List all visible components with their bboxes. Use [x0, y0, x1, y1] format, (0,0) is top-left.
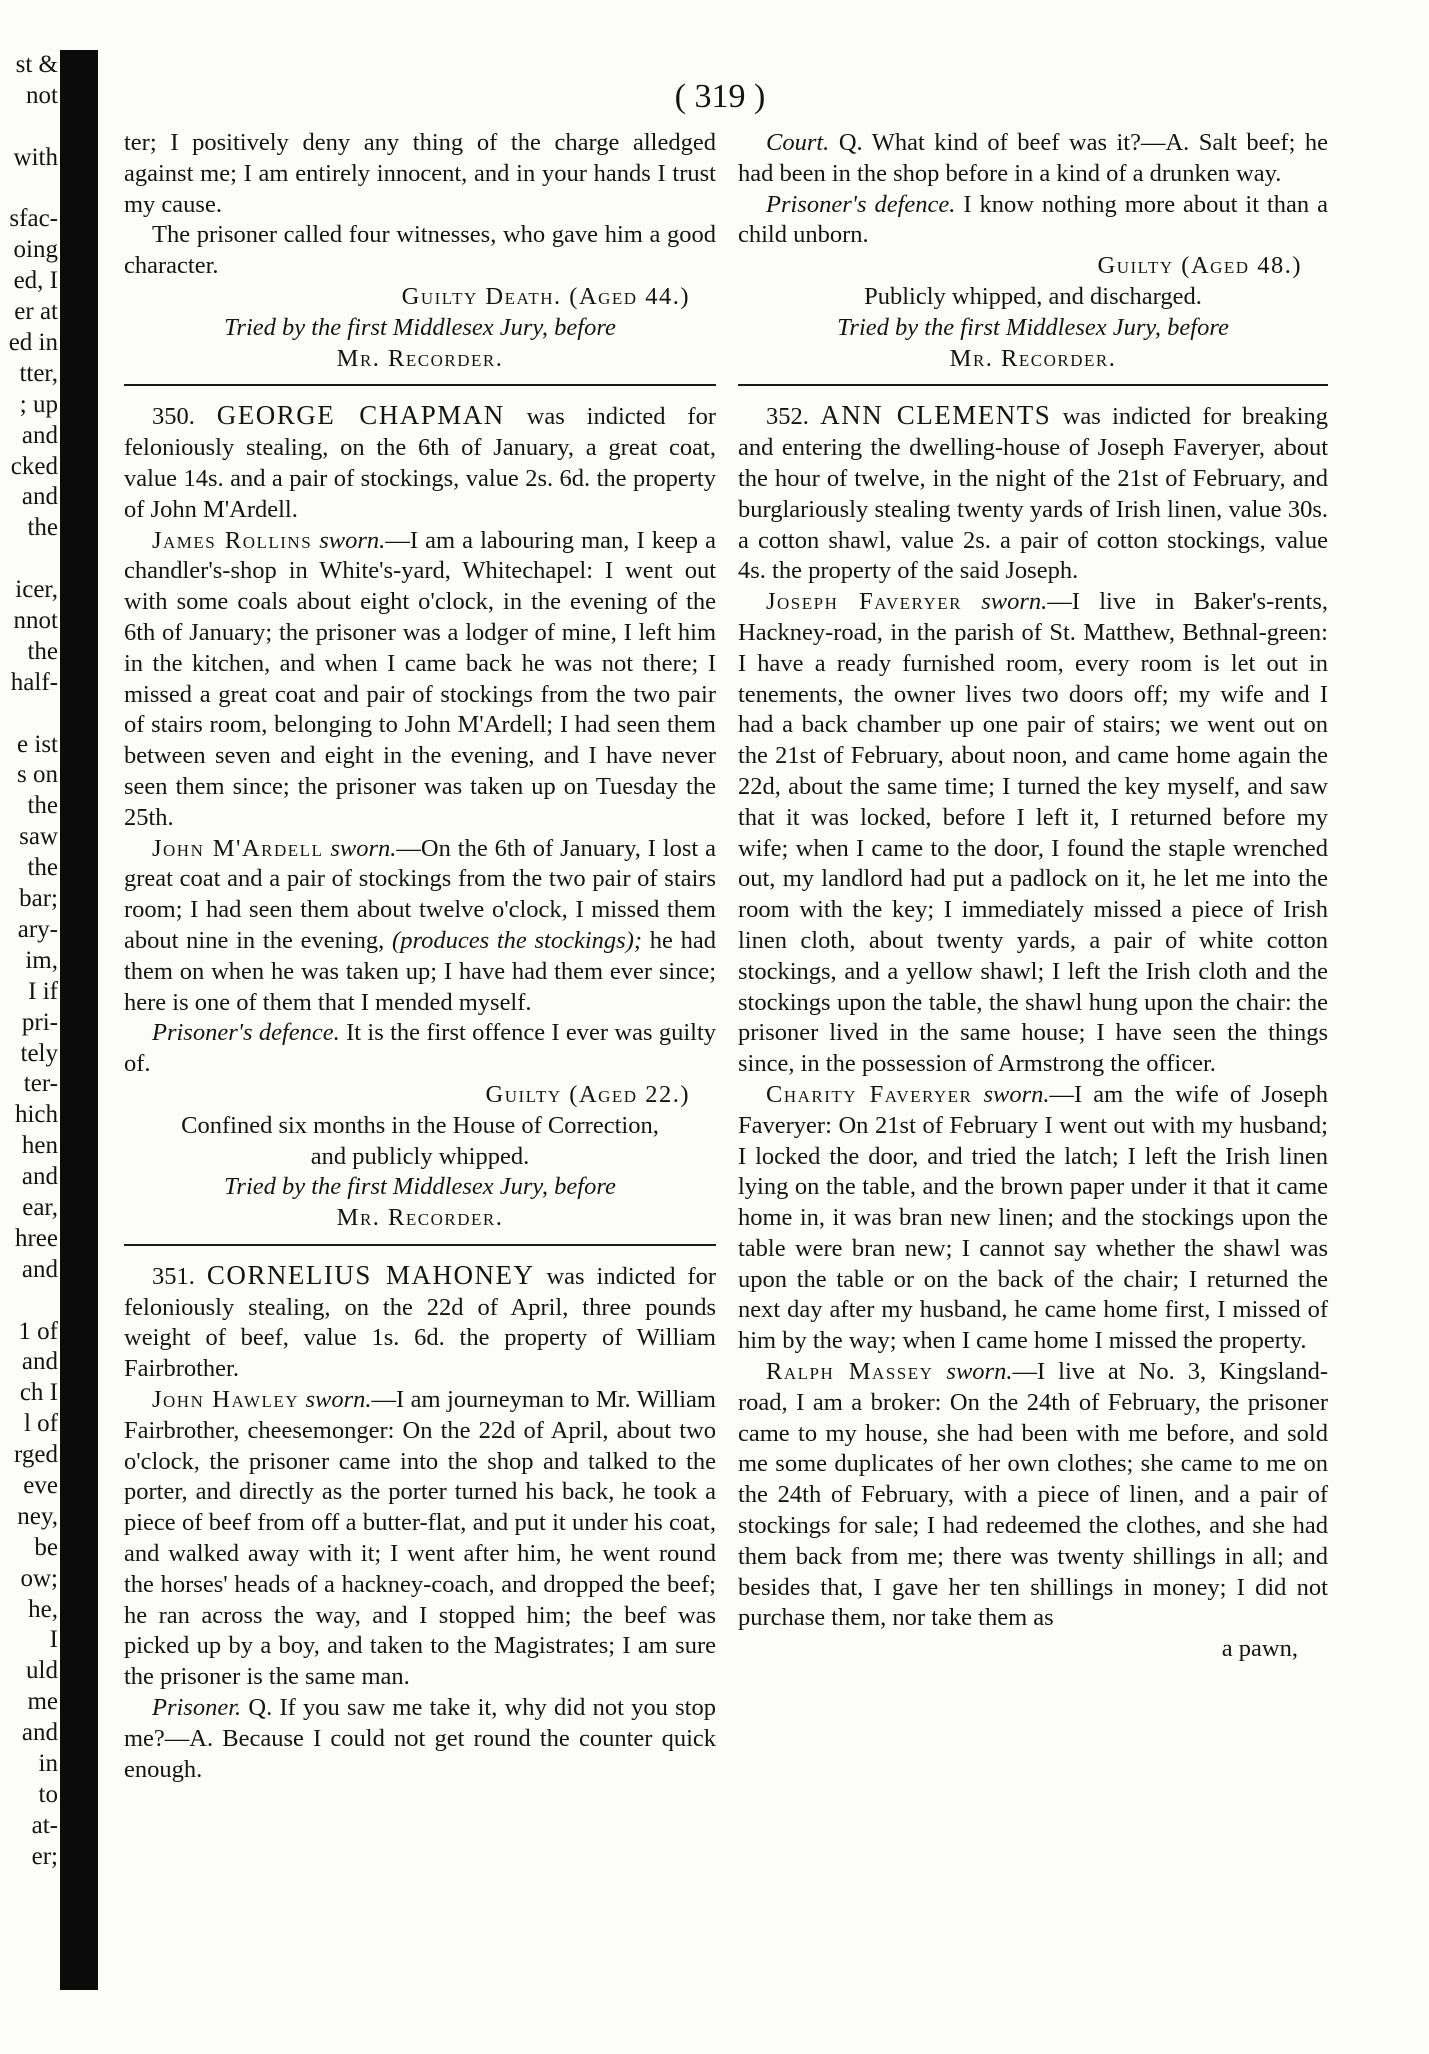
- margin-fragment: sfac-: [9, 205, 58, 233]
- witness-name: Joseph Faveryer: [766, 588, 962, 616]
- margin-fragment: and: [21, 1255, 58, 1283]
- tried-line: Tried by the first Middlesex Jury, before: [224, 313, 616, 341]
- prisoner-question: [124, 1693, 716, 1785]
- margin-fragment: I: [49, 1626, 58, 1654]
- indictment-text: was indicted for feloniously stealing, on the 22d of April, three pounds weight of beef, value 1s. 6d. the property of William Fairbrother.: [124, 1262, 717, 1383]
- sworn-label: sworn.: [983, 1080, 1050, 1108]
- tried-line: Tried by the first Middlesex Jury, before: [837, 313, 1229, 341]
- margin-fragment: er;: [31, 1842, 58, 1870]
- margin-fragment: not: [26, 81, 58, 109]
- witness-testimony: [124, 834, 716, 1019]
- margin-fragment: the: [27, 792, 58, 820]
- margin-fragment: ch I: [19, 1379, 58, 1407]
- recorder-line: Mr. Recorder.: [949, 344, 1117, 372]
- page-number: ( 319 ): [674, 78, 766, 115]
- case-351-indictment: [124, 1260, 716, 1385]
- margin-fragment: the: [27, 514, 58, 542]
- margin-fragment: oing: [13, 236, 58, 264]
- witness-testimony: [738, 1357, 1328, 1634]
- character-witnesses: The prisoner called four witnesses, who gave him a good character.: [124, 221, 716, 280]
- testimony-text: —I live in Baker's-rents, Hackney-road, in the parish of St. Matthew, Bethnal-green: I have a ready furnished room, every room is let out in tenements, the owner lives two doors off; my wife and I had a back chamber up one pair of stairs; we went out on the 21st of February, about noon, and came home again the 22d, about the same time; I turned the key myself, and saw that it was locked, before I left it, I returned before my wife; when I came to the door, I found the staple wrenched out, my landlord had put a padlock on it, he let me into the room with the key; I immediately missed a piece of Irish linen cloth, about twenty yards, a pair of white cotton stockings, and a yellow shawl; I left the Irish cloth and the stockings upon the table, the shawl hung upon the chair: the prisoner lived in the same house; I have seen the things since, in the possession of Armstrong the officer.: [738, 588, 1328, 1078]
- recorder-line: Mr. Recorder.: [336, 1204, 504, 1232]
- margin-fragment: ed in: [8, 329, 58, 357]
- section-divider: [124, 1244, 716, 1246]
- witness-testimony: [124, 1385, 716, 1693]
- defendant-name: CORNELIUS MAHONEY: [206, 1259, 535, 1290]
- section-divider: [738, 384, 1328, 386]
- indictment-text: was indicted for breaking and entering the dwelling-house of Joseph Faveryer, about the hour of twelve, in the night of the 21st of February, and burglariously stealing twenty yards of Irish linen, value 30s. a cotton shawl, value 2s. a pair of cotton stockings, value 4s. the property of the said Joseph.: [738, 403, 1329, 585]
- margin-fragment: ed, I: [13, 267, 58, 295]
- margin-fragment: and: [21, 1348, 58, 1376]
- sworn-label: sworn.: [319, 526, 386, 554]
- margin-fragment: me: [27, 1688, 58, 1716]
- case-352-indictment: [738, 400, 1328, 587]
- margin-fragment: pri-: [21, 1008, 58, 1036]
- facing-page-fragments: [0, 50, 62, 1980]
- sentence: and publicly whipped.: [310, 1142, 530, 1170]
- right-column: [738, 128, 1328, 1665]
- margin-fragment: [0, 174, 62, 205]
- witness-name: Charity Faveryer: [766, 1080, 973, 1108]
- case-number: 350.: [152, 403, 195, 431]
- margin-fragment: [0, 544, 62, 575]
- margin-fragment: nnot: [13, 607, 58, 635]
- margin-fragment: and: [21, 421, 58, 449]
- margin-fragment: saw: [19, 823, 58, 851]
- margin-fragment: and: [21, 483, 58, 511]
- witness-name: Ralph Massey: [766, 1358, 934, 1386]
- margin-fragment: icer,: [15, 576, 58, 604]
- margin-fragment: st &: [15, 51, 58, 78]
- margin-fragment: cked: [10, 452, 58, 480]
- testimony-text: —I am journeyman to Mr. William Fairbrother, cheesemonger: On the 22d of April, about two o'clock, the prisoner came into the shop and talked to the porter, and directly as the porter turned his back, he took a piece of beef from off a butter-flat, and put it under his coat, and walked away with it; I went after him, he went round the horses' heads of a hackney-coach, and dropped the beef; he ran across the way, and I stopped him; the beef was picked up by a boy, and taken to the Magistrates; I am sure the prisoner is the same man.: [124, 1386, 716, 1691]
- witness-name: John M'Ardell: [152, 834, 324, 862]
- witness-name: James Rollins: [152, 526, 313, 554]
- sworn-label: sworn.: [981, 588, 1048, 616]
- margin-fragment: be: [34, 1533, 58, 1561]
- verdict: Guilty (Aged 22.): [485, 1080, 690, 1108]
- prisoner-defence: [124, 1018, 716, 1080]
- margin-fragment: the: [27, 637, 58, 665]
- sworn-label: sworn.: [305, 1386, 372, 1414]
- margin-fragment: eve: [23, 1471, 58, 1499]
- margin-fragment: er at: [14, 298, 58, 326]
- book-spine-shadow: [60, 50, 98, 1990]
- margin-fragment: hen: [21, 1132, 58, 1160]
- margin-fragment: to: [38, 1780, 58, 1808]
- question-text: Q. If you saw me take it, why did not you stop me?—A. Because I could not get round the counter quick enough.: [124, 1694, 716, 1783]
- margin-fragment: ary-: [17, 915, 58, 943]
- margin-fragment: the: [27, 854, 58, 882]
- tried-line: Tried by the first Middlesex Jury, before: [224, 1173, 616, 1201]
- margin-fragment: l of: [23, 1410, 58, 1438]
- indictment-text: was indicted for feloniously stealing, on the 6th of January, a great coat, value 14s. and a pair of stockings, value 2s. 6d. the property of John M'Ardell.: [124, 403, 716, 523]
- case-350-indictment: [124, 400, 716, 525]
- margin-fragment: [0, 1286, 62, 1317]
- defence-label: Prisoner's defence.: [766, 190, 956, 218]
- catchword: a pawn,: [1221, 1635, 1298, 1663]
- sworn-label: sworn.: [330, 834, 397, 862]
- margin-fragment: tter,: [19, 359, 58, 387]
- margin-fragment: ; up: [19, 390, 58, 418]
- section-divider: [124, 384, 716, 386]
- margin-fragment: s on: [17, 761, 58, 789]
- witness-testimony: [124, 526, 716, 834]
- margin-fragment: hree: [14, 1224, 58, 1252]
- margin-fragment: im,: [25, 946, 58, 974]
- case-number: 352.: [766, 403, 809, 431]
- margin-fragment: tely: [20, 1039, 58, 1067]
- defence-label: Prisoner's defence.: [152, 1019, 340, 1047]
- speaker-label: Court.: [766, 129, 830, 156]
- margin-fragment: 1 of: [18, 1317, 58, 1345]
- sentence: Confined six months in the House of Correction,: [181, 1111, 659, 1139]
- margin-fragment: and: [21, 1163, 58, 1191]
- stage-direction: (produces the stockings);: [392, 926, 643, 954]
- witness-name: John Hawley: [152, 1386, 300, 1414]
- prisoner-defence: [738, 190, 1328, 252]
- sentence: Publicly whipped, and discharged.: [864, 282, 1202, 310]
- verdict: Guilty Death. (Aged 44.): [401, 282, 690, 310]
- margin-fragment: ney,: [17, 1502, 58, 1530]
- recorder-line: Mr. Recorder.: [336, 344, 504, 372]
- margin-fragment: ow;: [20, 1564, 58, 1592]
- margin-fragment: ter-: [23, 1070, 58, 1098]
- margin-fragment: bar;: [19, 885, 58, 913]
- witness-testimony: [738, 587, 1328, 1080]
- defence-text: It is the first offence I ever was guilty of.: [124, 1019, 716, 1078]
- left-column: [124, 128, 716, 1785]
- speaker-label: Prisoner.: [152, 1694, 242, 1722]
- defendant-name: GEORGE CHAPMAN: [216, 400, 505, 431]
- case-number: 351.: [152, 1262, 195, 1290]
- testimony-text: —I am a labouring man, I keep a chandler's-shop in White's-yard, Whitechapel: I went out with some coals about eight o'clock, in the evening of the 6th of January; the prisoner was a lodger of mine, I left him in the kitchen, and when I came back he was not there; I missed a great coat and pair of stockings from the two pair of stairs room, belonging to John M'Ardell; I had seen them between seven and eight in the evening, and I have never seen them since; the prisoner was taken up on Tuesday the 25th.: [124, 526, 717, 831]
- statement-end: ter; I positively deny any thing of the charge alledged against me; I am entirely innocent, and in your hands I trust my cause.: [124, 129, 716, 218]
- margin-fragment: hich: [14, 1101, 58, 1129]
- testimony-text: —I am the wife of Joseph Faveryer: On 21st of February I went out with my husband; I locked the door, and tried the latch; I left the Irish linen lying on the table, and the brown paper under it that it came home in, it was bran new linen; and the stockings upon the table were bran new; I cannot say whether the shawl was upon the table or on the back of the chair; I returned the next day after my husband, he came home first, I missed of him by the way; when I came home I missed the property.: [738, 1080, 1329, 1355]
- margin-fragment: I if: [28, 977, 58, 1005]
- defence-text: I know nothing more about it than a child unborn.: [738, 190, 1329, 249]
- defendant-name: ANN CLEMENTS: [820, 400, 1052, 431]
- sworn-label: sworn.: [946, 1358, 1013, 1386]
- margin-fragment: with: [13, 143, 58, 171]
- margin-fragment: he,: [28, 1595, 58, 1623]
- testimony-text: —I live at No. 3, Kingsland-road, I am a broker: On the 24th of February, the prisoner came to my house, she had been with me before, and sold me some duplicates of her own clothes; she came to me on the 24th of February, with a piece of linen, and a pair of stockings for sale; I had redeemed the clothes, and she had them back from me; there was twenty shillings in all; and besides that, I gave her ten shillings in money; I did not purchase them, nor take them as: [738, 1358, 1328, 1632]
- margin-fragment: e ist: [17, 730, 58, 758]
- verdict: Guilty (Aged 48.): [1097, 252, 1302, 280]
- margin-fragment: [0, 112, 62, 143]
- witness-testimony: [738, 1080, 1328, 1357]
- testimony-text: he had them on when he was taken up; I have had them ever since; here is one of them that I mended myself.: [124, 926, 717, 1016]
- margin-fragment: [0, 699, 62, 730]
- margin-fragment: half-: [10, 668, 58, 696]
- margin-fragment: uld: [26, 1657, 58, 1685]
- margin-fragment: ear,: [22, 1193, 58, 1221]
- testimony-text: —On the 6th of January, I lost a great coat and a pair of stockings from the two pair of stairs room; I had seen them about twelve o'clock, I missed them about nine in the evening,: [124, 834, 717, 954]
- question-text: Q. What kind of beef was it?—A. Salt beef; he had been in the shop before in a kind of a drunken way.: [738, 129, 1329, 187]
- margin-fragment: rged: [14, 1441, 58, 1469]
- margin-fragment: and: [21, 1719, 58, 1747]
- court-question: [738, 128, 1328, 190]
- margin-fragment: in: [38, 1749, 58, 1777]
- margin-fragment: at-: [31, 1811, 58, 1839]
